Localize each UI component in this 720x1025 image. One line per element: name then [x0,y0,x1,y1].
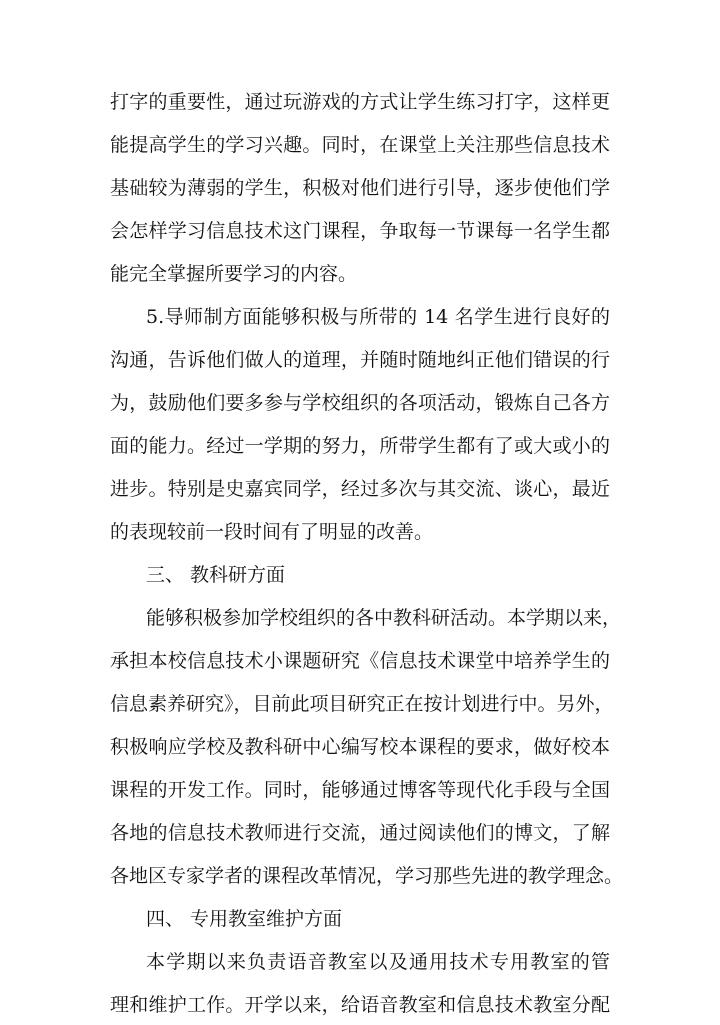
body-text-line: 积极响应学校及教科研中心编写校本课程的要求，做好校本 [110,736,610,758]
paragraph-first-line: 本学期以来负责语音教室以及通用技术专用教室的管 [146,951,610,973]
body-text-line: 进步。特别是史嘉宾同学，经过多次与其交流、谈心，最近 [110,478,610,500]
body-text-line: 理和维护工作。开学以来，给语音教室和信息技术教室分配 [110,994,610,1016]
body-text-line: 面的能力。经过一学期的努力，所带学生都有了或大或小的 [110,435,610,457]
body-text-line: 承担本校信息技术小课题研究《信息技术课堂中培养学生的 [110,650,610,672]
section-heading: 四、 专用教室维护方面 [146,908,343,930]
body-text-line: 基础较为薄弱的学生，积极对他们进行引导，逐步使他们学 [110,177,610,199]
body-text-line: 信息素养研究》，目前此项目研究正在按计划进行中。另外， [110,693,614,715]
body-text-line: 各地区专家学者的课程改革情况，学习那些先进的教学理念。 [110,865,624,887]
body-text-line: 能完全掌握所要学习的内容。 [110,263,358,285]
body-text-line: 各地的信息技术教师进行交流，通过阅读他们的博文，了解 [110,822,610,844]
paragraph-first-line: 能够积极参加学校组织的各中教科研活动。本学期以来， [146,607,622,629]
paragraph-first-line: 5.导师制方面能够积极与所带的 14 名学生进行良好的 [146,306,610,328]
body-text-line: 沟通，告诉他们做人的道理，并随时随地纠正他们错误的行 [110,349,610,371]
body-text-line: 为，鼓励他们要多参与学校组织的各项活动，锻炼自己各方 [110,392,610,414]
body-text-line: 会怎样学习信息技术这门课程，争取每一节课每一名学生都 [110,220,610,242]
body-text-line: 打字的重要性，通过玩游戏的方式让学生练习打字，这样更 [110,91,610,113]
section-heading: 三、 教科研方面 [146,564,286,586]
body-text-line: 的表现较前一段时间有了明显的改善。 [110,521,434,543]
body-text-line: 能提高学生的学习兴趣。同时，在课堂上关注那些信息技术 [110,134,610,156]
body-text-line: 课程的开发工作。同时，能够通过博客等现代化手段与全国 [110,779,610,801]
